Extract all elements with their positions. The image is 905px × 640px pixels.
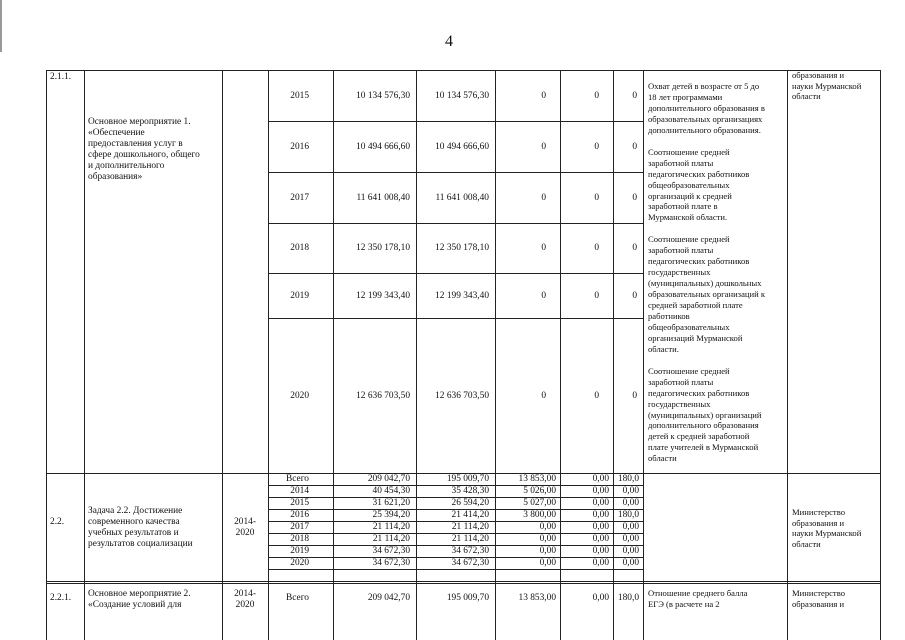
year-row-rule — [268, 172, 643, 173]
local-cell: 0 — [594, 141, 599, 152]
indicator-line: Соотношение средней — [648, 146, 730, 157]
executor-line: Министерство — [792, 588, 845, 598]
total-cell: 11 641 008,40 — [356, 192, 410, 203]
other-cell: 0,00 — [622, 534, 639, 544]
year-row-rule — [268, 318, 643, 319]
col-border-period — [222, 70, 223, 640]
indicator-line: дополнительного образования в — [648, 102, 765, 113]
indicator-line: Соотношение средней — [648, 365, 730, 376]
other-cell: 0,00 — [622, 558, 639, 568]
regional-cell: 35 428,30 — [451, 486, 489, 496]
local-cell: 0,00 — [592, 558, 609, 568]
page-number: 4 — [445, 33, 453, 50]
regional-cell: 10 494 666,60 — [435, 141, 489, 152]
regional-cell: 195 009,70 — [446, 593, 489, 603]
indicator-line: 18 лет программами — [648, 91, 723, 102]
indicator-line: дополнительного образования. — [648, 124, 761, 135]
federal-cell: 13 853,00 — [518, 593, 556, 603]
regional-cell: 10 134 576,30 — [435, 90, 489, 101]
regional-cell: 12 636 703,50 — [435, 390, 489, 401]
federal-cell: 0,00 — [539, 546, 556, 556]
year-cell: 2018 — [290, 243, 309, 253]
year-cell: 2015 — [290, 498, 309, 508]
regional-cell: 11 641 008,40 — [435, 192, 489, 203]
indicator-line: (муниципальных) организаций — [648, 409, 762, 420]
indicator-line: педагогических работников — [648, 387, 750, 398]
year-cell: 2016 — [290, 510, 309, 520]
total-cell: 21 114,20 — [372, 522, 410, 532]
other-cell: 0 — [632, 243, 637, 253]
row-code: 2.1.1. — [50, 72, 72, 82]
indicator-line: Мурманской области. — [648, 212, 728, 223]
period-line: 2020 — [235, 600, 255, 610]
other-cell: 0 — [632, 390, 637, 401]
period-line: 2020 — [235, 528, 255, 538]
total-cell: 25 394,20 — [372, 510, 410, 520]
indicator-line: общеобразовательных — [648, 321, 730, 332]
local-cell: 0 — [594, 290, 599, 301]
year-cell: 2017 — [290, 522, 309, 532]
regional-cell: 21 114,20 — [451, 534, 489, 544]
year-row-rule — [268, 273, 643, 274]
indicator-line: дополнительного образования — [648, 420, 759, 431]
federal-cell: 0,00 — [539, 522, 556, 532]
federal-cell: 13 853,00 — [518, 474, 556, 484]
local-cell: 0,00 — [592, 593, 609, 603]
indicator-line: педагогических работников — [648, 256, 750, 267]
local-cell: 0,00 — [592, 546, 609, 556]
page-edge-shadow — [0, 0, 2, 52]
row-code: 2.2.1. — [50, 593, 72, 603]
other-cell: 0 — [632, 141, 637, 152]
indicator-line: работников — [648, 310, 690, 321]
total-cell: 34 672,30 — [372, 558, 410, 568]
total-cell: 21 114,20 — [372, 534, 410, 544]
federal-cell: 0 — [541, 390, 546, 401]
federal-cell: 0 — [541, 192, 546, 203]
indicator-line: Отношение среднего балла — [648, 588, 748, 598]
federal-cell: 0 — [541, 141, 546, 152]
federal-cell: 0,00 — [539, 534, 556, 544]
total-cell: 34 672,30 — [372, 546, 410, 556]
indicator-line: организаций к средней — [648, 190, 732, 201]
other-cell: 0,00 — [622, 522, 639, 532]
other-cell: 180,0 — [617, 593, 639, 603]
regional-cell: 21 114,20 — [451, 522, 489, 532]
year-cell: 2016 — [290, 141, 309, 152]
other-cell: 0 — [632, 90, 637, 101]
indicator-line: государственных — [648, 398, 711, 409]
row-name-line: предоставления услуг в — [88, 139, 183, 149]
indicator-line: организаций Мурманской — [648, 332, 743, 343]
local-cell: 0,00 — [592, 474, 609, 484]
other-cell: 180,0 — [617, 474, 639, 484]
local-cell: 0 — [594, 90, 599, 101]
year-cell: 2019 — [290, 290, 309, 301]
other-cell: 0 — [632, 192, 637, 203]
regional-cell: 26 594,20 — [451, 498, 489, 508]
indicator-line: детей к средней заработной — [648, 431, 750, 442]
other-cell: 0,00 — [622, 498, 639, 508]
indicator-line: общеобразовательных — [648, 179, 730, 190]
row-name-line: современного качества — [88, 517, 180, 527]
executor-line: области — [792, 91, 821, 102]
table-top-border — [46, 70, 880, 71]
indicator-line: образовательных организациях — [648, 113, 763, 124]
total-cell: 12 636 703,50 — [356, 390, 410, 401]
regional-cell: 34 672,30 — [451, 558, 489, 568]
row-name-line: образования» — [88, 172, 143, 182]
row-rule-2-2-1 — [46, 581, 880, 582]
col-border-code — [46, 70, 47, 640]
year-cell: 2017 — [290, 192, 309, 203]
executor-line: образования и — [792, 598, 845, 609]
year-cell: 2020 — [290, 558, 309, 568]
indicator-line: заработной платы — [648, 376, 714, 387]
col-border-name — [84, 70, 85, 640]
indicator-line: заработной платы — [648, 157, 714, 168]
indicator-line: заработной платы — [648, 245, 714, 256]
year-row-rule — [268, 569, 643, 570]
other-cell: 0,00 — [622, 486, 639, 496]
local-cell: 0 — [594, 243, 599, 253]
federal-cell: 5 027,00 — [523, 498, 556, 508]
row-name-line: результатов социализации — [88, 539, 193, 549]
total-cell: 12 199 343,40 — [356, 290, 410, 301]
row-name-line: и дополнительного — [88, 161, 165, 171]
year-cell: 2020 — [290, 390, 309, 401]
other-cell: 0 — [632, 290, 637, 301]
federal-cell: 0 — [541, 290, 546, 301]
local-cell: 0 — [594, 192, 599, 203]
indicator-line: плате учителей в Мурманской — [648, 442, 759, 453]
federal-cell: 3 800,00 — [523, 510, 556, 520]
federal-cell: 0 — [541, 243, 546, 253]
federal-cell: 0 — [541, 90, 546, 101]
indicator-line: образовательных организаций к — [648, 289, 766, 300]
other-cell: 180,0 — [617, 510, 639, 520]
total-cell: 31 621,20 — [372, 498, 410, 508]
other-cell: 0,00 — [622, 546, 639, 556]
total-cell: 10 494 666,60 — [356, 141, 410, 152]
col-border-other-right — [643, 70, 644, 640]
year-cell: 2018 — [290, 534, 309, 544]
row-name-line: Основное мероприятие 2. — [88, 589, 191, 599]
executor-line: науки Мурманской — [792, 528, 862, 539]
year-row-rule — [268, 223, 643, 224]
year-row-rule — [268, 121, 643, 122]
year-cell: 2015 — [290, 90, 309, 101]
indicator-line: области. — [648, 343, 679, 354]
indicator-line: Охват детей в возрасте от 5 до — [648, 81, 760, 91]
local-cell: 0,00 — [592, 486, 609, 496]
col-border-indicator — [787, 70, 788, 640]
period-line: 2014- — [234, 517, 256, 527]
row-code: 2.2. — [50, 517, 65, 527]
row-name-line: «Обеспечение — [88, 128, 145, 138]
federal-cell: 5 026,00 — [523, 486, 556, 496]
total-cell: 209 042,70 — [367, 593, 410, 603]
local-cell: 0,00 — [592, 534, 609, 544]
indicator-line: области — [648, 453, 677, 464]
row-name-line: учебных результатов и — [88, 528, 179, 538]
indicator-line: (муниципальных) дошкольных — [648, 278, 762, 289]
regional-cell: 12 350 178,10 — [435, 243, 489, 253]
regional-cell: 21 414,20 — [451, 510, 489, 520]
executor-line: области — [792, 538, 821, 549]
row-name-line: «Создание условий для — [88, 600, 182, 610]
indicator-line: государственных — [648, 267, 711, 278]
indicator-line: педагогических работников — [648, 168, 750, 179]
executor-line: науки Мурманской — [792, 80, 862, 91]
year-cell: Всего — [286, 593, 309, 603]
local-cell: 0,00 — [592, 510, 609, 520]
executor-line: образования и — [792, 70, 845, 80]
federal-cell: 0,00 — [539, 558, 556, 568]
indicator-line: средней заработной плате — [648, 300, 743, 310]
row-name-line: Основное мероприятие 1. — [88, 117, 191, 127]
regional-cell: 12 199 343,40 — [435, 290, 489, 301]
local-cell: 0 — [594, 390, 599, 401]
row-rule-2-2-1-double — [46, 583, 880, 584]
local-cell: 0,00 — [592, 522, 609, 532]
year-cell: 2019 — [290, 546, 309, 556]
period-line: 2014- — [234, 589, 256, 599]
year-cell: 2014 — [290, 486, 309, 496]
executor-line: образования и — [792, 517, 845, 528]
regional-cell: 195 009,70 — [446, 474, 489, 484]
row-name-line: Задача 2.2. Достижение — [88, 506, 183, 516]
year-cell: Всего — [286, 474, 309, 484]
total-cell: 12 350 178,10 — [356, 243, 410, 253]
row-name-line: сфере дошкольного, общего — [88, 150, 200, 160]
local-cell: 0,00 — [592, 498, 609, 508]
indicator-line: Соотношение средней — [648, 234, 730, 245]
indicator-line: ЕГЭ (в расчете на 2 — [648, 598, 720, 609]
col-border-executor — [880, 70, 881, 640]
total-cell: 40 454,30 — [372, 486, 410, 496]
total-cell: 209 042,70 — [367, 474, 410, 484]
regional-cell: 34 672,30 — [451, 546, 489, 556]
total-cell: 10 134 576,30 — [356, 90, 410, 101]
indicator-line: заработной плате в — [648, 201, 718, 212]
executor-line: Министерство — [792, 507, 845, 517]
